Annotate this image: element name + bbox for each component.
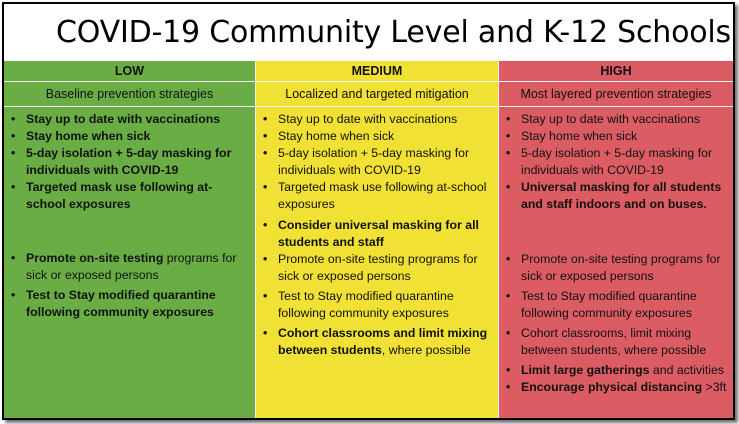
bullet-icon: • — [506, 112, 511, 126]
bullet-icon: • — [506, 252, 511, 266]
list-item: • Stay home when sick — [506, 129, 638, 143]
column-medium — [256, 61, 499, 418]
list-item: • Stay up to date with vaccinations — [506, 112, 701, 126]
list-item: • Stay up to date with vaccinations — [263, 112, 458, 126]
list-item: • Promote on-site testing programs for sick or exposed persons — [11, 251, 237, 282]
column-high-list — [499, 107, 733, 396]
list-item: • Limit large gatherings and activities — [506, 363, 724, 377]
bullet-icon: • — [263, 112, 268, 126]
list-item: • Promote on-site testing programs for sick or exposed persons — [263, 252, 478, 283]
bullet-icon: • — [506, 380, 511, 394]
column-low-subheading: Baseline prevention strategies — [4, 82, 255, 107]
bullet-icon: • — [11, 129, 16, 143]
list-item: • Test to Stay modified quarantine following community exposures — [263, 289, 454, 320]
list-item: • Targeted mask use following at-school exposures — [11, 180, 213, 211]
list-item: • Test to Stay modified quarantine following community exposures — [11, 288, 216, 319]
list-item: • 5-day isolation + 5-day masking for individuals with COVID-19 — [11, 146, 232, 177]
column-high-heading: HIGH — [499, 61, 733, 82]
list-spacer — [4, 213, 249, 250]
column-medium-subheading: Localized and targeted mitigation — [256, 82, 498, 107]
bullet-icon: • — [11, 112, 16, 126]
column-low — [4, 61, 256, 418]
column-medium-heading: MEDIUM — [256, 61, 498, 82]
infographic-frame — [2, 2, 735, 420]
bullet-icon: • — [506, 289, 511, 303]
list-item: • Cohort classrooms and limit mixing between students, where possible — [263, 326, 488, 357]
bullet-icon: • — [263, 218, 268, 232]
list-item: • Universal masking for all students and staff indoors and on buses. — [506, 180, 722, 211]
list-item: • Targeted mask use following at-school exposures — [263, 180, 487, 211]
bullet-icon: • — [263, 180, 268, 194]
bullet-icon: • — [11, 146, 16, 160]
bullet-icon: • — [263, 146, 268, 160]
bullet-icon: • — [506, 363, 511, 377]
list-item: • Stay home when sick — [11, 129, 151, 143]
bullet-icon: • — [506, 326, 511, 340]
list-item: • Stay home when sick — [263, 129, 395, 143]
bullet-icon: • — [11, 180, 16, 194]
column-high-subheading: Most layered prevention strategies — [499, 82, 733, 107]
column-high — [499, 61, 733, 418]
bullet-icon: • — [11, 288, 16, 302]
bullet-icon: • — [506, 146, 511, 160]
list-item: • 5-day isolation + 5-day masking for individuals with COVID-19 — [506, 146, 713, 177]
list-spacer — [499, 213, 727, 251]
bullet-icon: • — [263, 289, 268, 303]
bullet-icon: • — [263, 252, 268, 266]
list-item: • Promote on-site testing programs for sick or exposed persons — [506, 252, 721, 283]
page-title: COVID-19 Community Level and K-12 Schools — [56, 15, 731, 50]
list-item: • Test to Stay modified quarantine following community exposures — [506, 289, 697, 320]
list-item: • Consider universal masking for all students and staff — [263, 218, 479, 249]
bullet-icon: • — [263, 326, 268, 340]
column-medium-list — [256, 107, 498, 359]
list-item: • 5-day isolation + 5-day masking for individuals with COVID-19 — [263, 146, 470, 177]
list-item: • Stay up to date with vaccinations — [11, 112, 221, 126]
column-low-list — [4, 107, 255, 321]
column-low-heading: LOW — [4, 61, 255, 82]
bullet-icon: • — [11, 251, 16, 265]
list-item: • Cohort classrooms, limit mixing between students, where possible — [506, 326, 707, 357]
bullet-icon: • — [263, 129, 268, 143]
list-item: • Encourage physical distancing >3ft — [506, 380, 727, 394]
bullet-icon: • — [506, 180, 511, 194]
bullet-icon: • — [506, 129, 511, 143]
